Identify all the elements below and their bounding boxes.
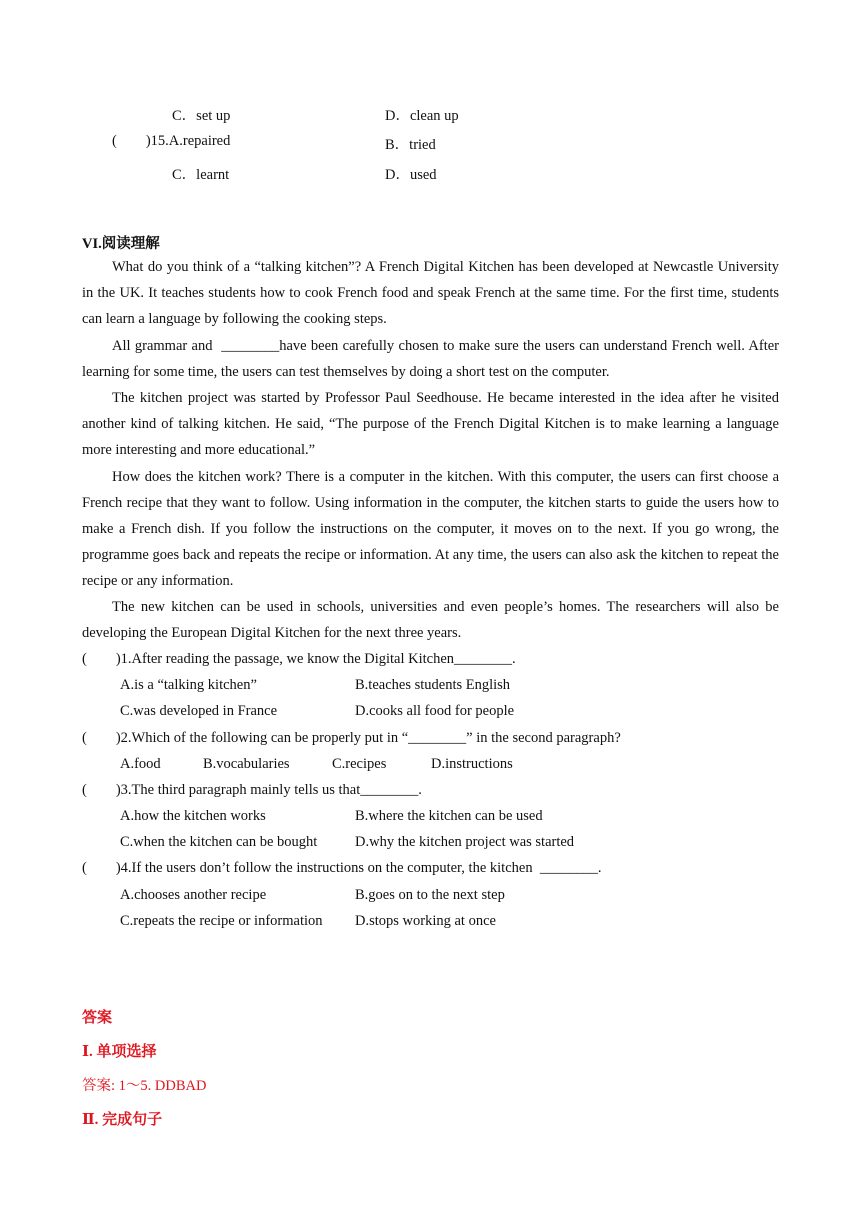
question-1-option-a: A.is a “talking kitchen” (120, 677, 257, 693)
passage-paragraph-4: How does the kitchen work? There is a computer in the kitchen. With this computer, the users can first choose a French recipe that they want to follow. Using information in the computer, the kitchen starts to guide the users how to make a French dish. If you follow the instructions on the computer, it moves on to the next. If you go wrong, the programme goes back and repeats the recipe or information. At any time, the users can also ask the kitchen to repeat the recipe or any information. (82, 469, 779, 589)
question-1-option-b: B.teaches students English (355, 677, 511, 693)
answers-section-1-key: 答案: 1～5. DDBAD (82, 1078, 207, 1094)
question-2-option-c: C.recipes (332, 756, 387, 772)
question-15-stem: ( )15.A.repaired (112, 133, 231, 149)
question-3-option-c: C.when the kitchen can be bought (120, 834, 318, 850)
passage-paragraph-2: All grammar and ________have been carefully chosen to make sure the users can understand French well. After learning for some time, the users can test themselves by doing a short test on the computer. (82, 338, 779, 380)
question-1-stem: ( )1.After reading the passage, we know the Digital Kitchen________. (82, 651, 516, 667)
question-4-option-a: A.chooses another recipe (120, 887, 267, 903)
question-3-option-a: A.how the kitchen works (120, 808, 266, 824)
option-b-q15: B．tried (385, 137, 436, 153)
passage-paragraph-1: What do you think of a “talking kitchen”? A French Digital Kitchen has been developed at Newcastle University in the UK. It teaches students how to cook French food and speak French at the same time. For the first time, students can learn a language by following the cooking steps. (82, 259, 779, 327)
question-1-option-c: C.was developed in France (120, 703, 278, 719)
answers-section-2-heading: Ⅱ. 完成句子 (82, 1112, 163, 1128)
question-2-option-b: B.vocabularies (203, 756, 290, 772)
question-2-option-a: A.food (120, 756, 161, 772)
option-c-q14: C．set up (172, 108, 231, 124)
question-4-option-c: C.repeats the recipe or information (120, 913, 323, 929)
question-4-option-d: D.stops working at once (355, 913, 496, 929)
question-2-option-d: D.instructions (431, 756, 513, 772)
answers-title: 答案 (82, 1010, 113, 1026)
option-c-q15: C．learnt (172, 167, 230, 183)
question-4-stem: ( )4.If the users don’t follow the instructions on the computer, the kitchen ________. (82, 860, 602, 876)
option-d-q15: D．used (385, 167, 437, 183)
passage-paragraph-5: The new kitchen can be used in schools, universities and even people’s homes. The researchers will also be developing the European Digital Kitchen for the next three years. (82, 599, 779, 641)
option-d-q14: D．clean up (385, 108, 459, 124)
question-4-option-b: B.goes on to the next step (355, 887, 505, 903)
question-3-option-d: D.why the kitchen project was started (355, 834, 575, 850)
question-2-stem: ( )2.Which of the following can be properly put in “________” in the second paragraph? (82, 730, 621, 746)
question-1-option-d: D.cooks all food for people (355, 703, 515, 719)
section-heading-reading: VI.阅读理解 (82, 236, 160, 252)
question-3-stem: ( )3.The third paragraph mainly tells us that________. (82, 782, 422, 798)
answers-section-1-heading: Ⅰ. 单项选择 (82, 1044, 157, 1060)
passage-paragraph-3: The kitchen project was started by Professor Paul Seedhouse. He became interested in the idea after he visited another kind of talking kitchen. He said, “The purpose of the French Digital Kitchen is to make learning a language more interesting and more educational.” (82, 390, 779, 458)
question-3-option-b: B.where the kitchen can be used (355, 808, 543, 824)
